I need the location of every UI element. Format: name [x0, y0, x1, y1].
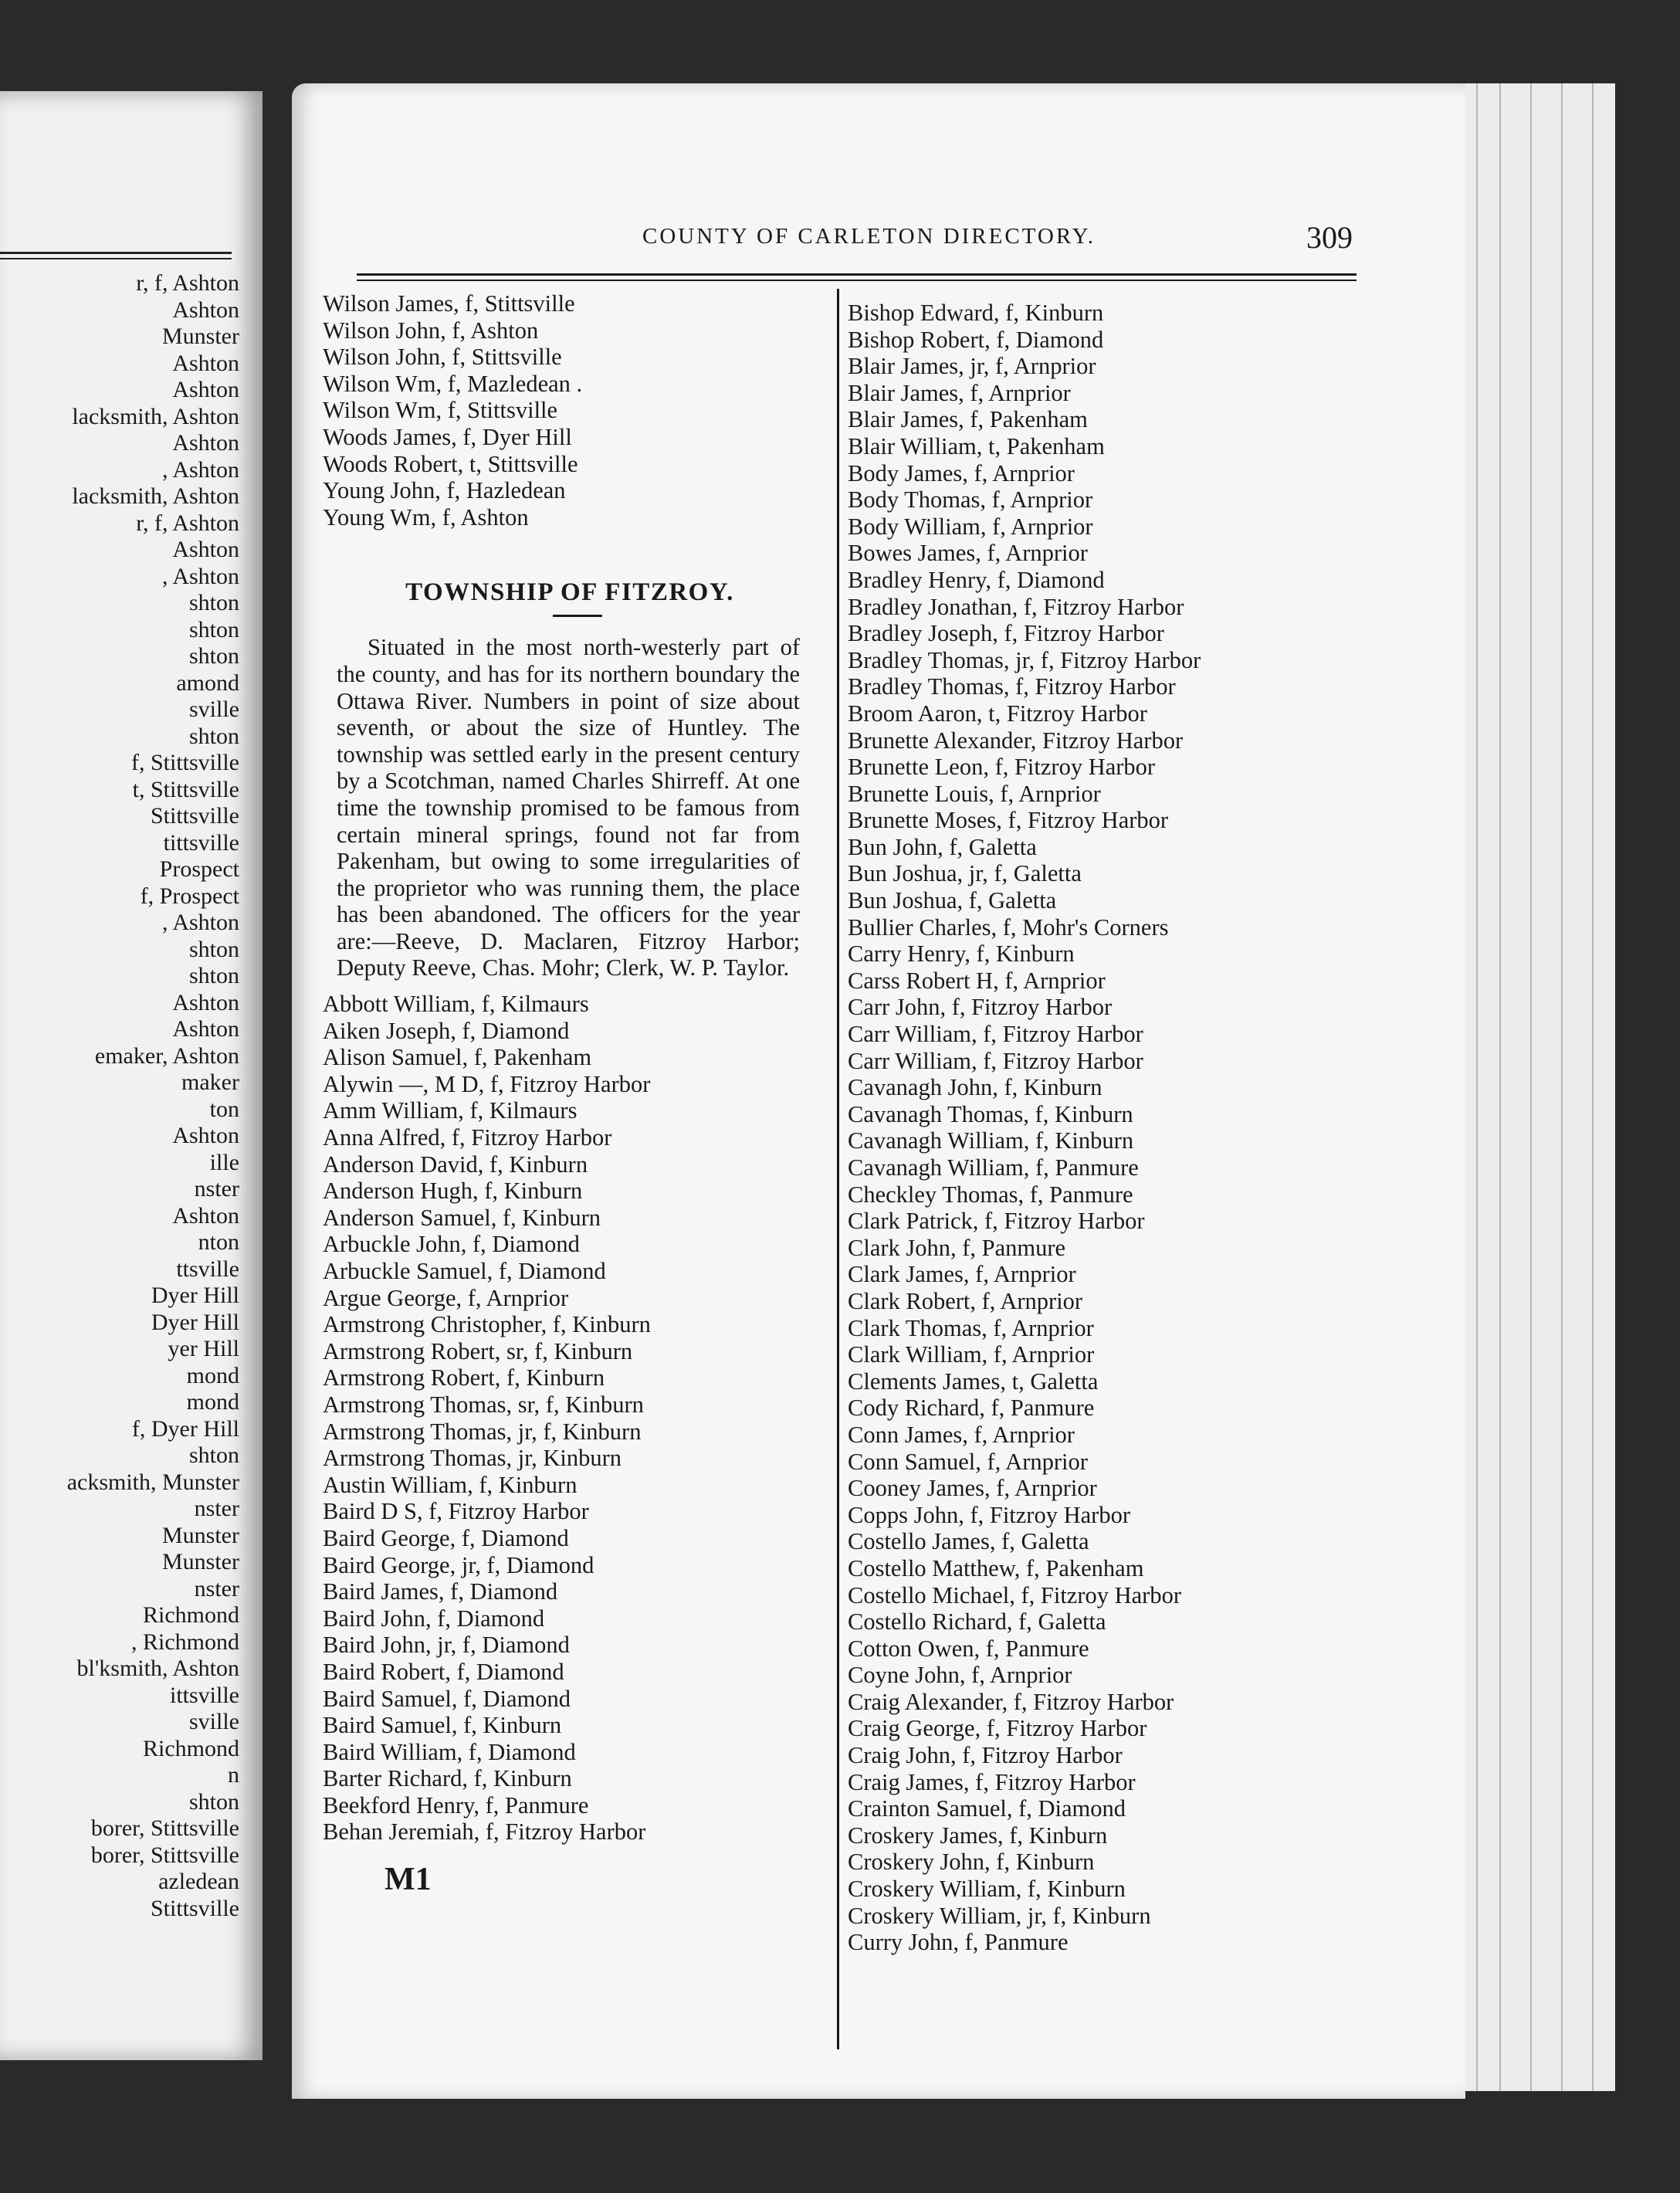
- directory-entry: Baird George, jr, f, Diamond: [323, 1551, 594, 1578]
- directory-entry: azledean: [158, 1869, 239, 1894]
- directory-entry: Cotton Owen, f, Panmure: [848, 1635, 1089, 1662]
- directory-entry: Woods James, f, Dyer Hill: [323, 423, 572, 450]
- directory-entry: amond: [176, 669, 239, 696]
- directory-entry: Baird William, f, Diamond: [323, 1738, 576, 1765]
- directory-entry: Craig George, f, Fitzroy Harbor: [848, 1715, 1147, 1742]
- directory-entry: Costello Richard, f, Galetta: [848, 1608, 1106, 1635]
- directory-entry: Costello James, f, Galetta: [848, 1528, 1089, 1555]
- left-page-rule: [0, 252, 232, 254]
- directory-entry: shton: [188, 723, 239, 749]
- directory-entry: Blair James, f, Arnprior: [848, 379, 1071, 406]
- directory-entry: shton: [188, 616, 239, 642]
- directory-entry: , Ashton: [161, 456, 239, 483]
- directory-entry: Carry Henry, f, Kinburn: [848, 941, 1075, 968]
- directory-entry: Arbuckle Samuel, f, Diamond: [323, 1258, 606, 1284]
- directory-entry: Coyne John, f, Arnprior: [848, 1662, 1072, 1689]
- directory-entry: t, Stittsville: [132, 776, 239, 802]
- directory-entry: Croskery William, jr, f, Kinburn: [848, 1902, 1151, 1929]
- directory-entry: borer, Stittsville: [90, 1842, 239, 1868]
- directory-entry: Bun Joshua, jr, f, Galetta: [848, 860, 1082, 887]
- left-column: [323, 290, 817, 1898]
- directory-entry: Baird James, f, Diamond: [323, 1578, 558, 1605]
- directory-entry: maker: [181, 1069, 239, 1095]
- section-title: TOWNSHIP OF FITZROY.: [405, 578, 734, 607]
- directory-entry: Carss Robert H, f, Arnprior: [848, 967, 1106, 994]
- directory-entry: Ashton: [172, 1016, 239, 1042]
- directory-entry: Armstrong Thomas, jr, f, Kinburn: [323, 1418, 642, 1445]
- directory-entry: Wilson Wm, f, Stittsville: [323, 397, 558, 424]
- header-rule: [357, 273, 1357, 276]
- directory-entry: Blair James, f, Pakenham: [848, 406, 1088, 433]
- directory-entry: borer, Stittsville: [90, 1815, 239, 1841]
- directory-entry: Craig John, f, Fitzroy Harbor: [848, 1742, 1123, 1769]
- directory-entry: Abbott William, f, Kilmaurs: [323, 991, 589, 1018]
- directory-entry: Costello Matthew, f, Pakenham: [848, 1554, 1144, 1581]
- left-page-list: [0, 270, 239, 1922]
- directory-entry: Wilson John, f, Stittsville: [323, 344, 562, 371]
- page-edges: [1444, 83, 1615, 2091]
- directory-entry: Anna Alfred, f, Fitzroy Harbor: [323, 1124, 612, 1151]
- directory-entry: Brunette Leon, f, Fitzroy Harbor: [848, 754, 1156, 781]
- directory-entry: Dyer Hill: [151, 1283, 239, 1308]
- directory-entry: ton: [209, 1096, 239, 1122]
- directory-entry: ttsville: [176, 1256, 239, 1282]
- directory-entry: Conn Samuel, f, Arnprior: [848, 1448, 1088, 1475]
- directory-entry: Armstrong Thomas, sr, f, Kinburn: [323, 1391, 644, 1418]
- directory-entry: Brunette Alexander, Fitzroy Harbor: [848, 727, 1184, 754]
- directory-entry: Bullier Charles, f, Mohr's Corners: [848, 913, 1169, 941]
- directory-entry: Alywin —, M D, f, Fitzroy Harbor: [323, 1070, 651, 1097]
- directory-entry: Ashton: [172, 350, 239, 376]
- directory-entry: shton: [188, 1442, 239, 1468]
- directory-entry: nster: [194, 1496, 239, 1521]
- directory-entry: Ashton: [172, 1202, 239, 1229]
- directory-entry: Arbuckle John, f, Diamond: [323, 1231, 580, 1258]
- directory-entry: Anderson Hugh, f, Kinburn: [323, 1178, 583, 1205]
- directory-entry: Beekford Henry, f, Panmure: [323, 1791, 589, 1818]
- directory-entry: Costello Michael, f, Fitzroy Harbor: [848, 1581, 1181, 1608]
- directory-entry: Conn James, f, Arnprior: [848, 1421, 1075, 1448]
- directory-entry: Bradley Jonathan, f, Fitzroy Harbor: [848, 593, 1184, 620]
- directory-entry: , Ashton: [161, 563, 239, 589]
- directory-entry: Cavanagh William, f, Kinburn: [848, 1127, 1134, 1154]
- directory-entry: Craig James, f, Fitzroy Harbor: [848, 1768, 1136, 1795]
- directory-entry: Clark Robert, f, Arnprior: [848, 1287, 1083, 1314]
- directory-entry: shton: [188, 590, 239, 615]
- page-number: 309: [1306, 220, 1353, 255]
- directory-entry: Dyer Hill: [151, 1309, 239, 1335]
- directory-entry: nton: [198, 1229, 239, 1255]
- directory-entry: Ashton: [172, 297, 239, 323]
- directory-entry: emaker, Ashton: [94, 1042, 239, 1069]
- directory-entry: Broom Aaron, t, Fitzroy Harbor: [848, 700, 1147, 727]
- directory-entry: Ashton: [172, 1123, 239, 1148]
- directory-entry: Armstrong Robert, sr, f, Kinburn: [323, 1337, 633, 1364]
- directory-entry: Baird John, f, Diamond: [323, 1605, 545, 1632]
- directory-entry: Checkley Thomas, f, Panmure: [848, 1181, 1133, 1208]
- directory-entry: ittsville: [170, 1682, 239, 1708]
- directory-entry: Craig Alexander, f, Fitzroy Harbor: [848, 1688, 1174, 1715]
- directory-entry: Carr John, f, Fitzroy Harbor: [848, 994, 1113, 1021]
- directory-entry: mond: [186, 1389, 239, 1415]
- directory-entry: f, Prospect: [140, 883, 239, 909]
- directory-entry: Bowes James, f, Arnprior: [848, 540, 1088, 567]
- column-divider: [837, 289, 839, 2049]
- directory-entry: r, f, Ashton: [136, 270, 239, 296]
- directory-entry: Brunette Louis, f, Arnprior: [848, 780, 1101, 807]
- directory-entry: Armstrong Thomas, jr, Kinburn: [323, 1445, 622, 1472]
- directory-entry: Bishop Robert, f, Diamond: [848, 326, 1104, 353]
- directory-entry: Richmond: [143, 1602, 239, 1628]
- directory-entry: Stittsville: [150, 803, 239, 829]
- right-column: [848, 300, 1404, 1956]
- directory-entry: Clark John, f, Panmure: [848, 1234, 1066, 1261]
- left-top-entries: [323, 290, 817, 530]
- directory-entry: Argue George, f, Arnprior: [323, 1284, 569, 1311]
- directory-entry: Young Wm, f, Ashton: [323, 503, 529, 530]
- directory-entry: Croskery William, f, Kinburn: [848, 1876, 1126, 1903]
- left-directory-entries: [323, 991, 817, 1846]
- directory-entry: Aiken Joseph, f, Diamond: [323, 1017, 570, 1044]
- directory-entry: Bradley Thomas, f, Fitzroy Harbor: [848, 673, 1176, 700]
- section-dash: [553, 615, 602, 617]
- directory-entry: sville: [189, 697, 239, 722]
- directory-entry: mond: [186, 1362, 239, 1388]
- directory-entry: Ashton: [172, 989, 239, 1015]
- directory-entry: nster: [194, 1176, 239, 1202]
- directory-entry: Young John, f, Hazledean: [323, 477, 566, 504]
- directory-entry: f, Stittsville: [130, 750, 239, 775]
- directory-entry: Baird John, jr, f, Diamond: [323, 1632, 570, 1659]
- directory-entry: Body William, f, Arnprior: [848, 513, 1093, 540]
- directory-entry: Cooney James, f, Arnprior: [848, 1475, 1097, 1502]
- directory-entry: Bun John, f, Galetta: [848, 833, 1037, 860]
- page-title: COUNTY OF CARLETON DIRECTORY.: [642, 224, 1096, 249]
- directory-entry: Prospect: [159, 856, 239, 882]
- directory-entry: Munster: [162, 324, 239, 349]
- directory-entry: Armstrong Robert, f, Kinburn: [323, 1364, 605, 1391]
- directory-entry: Baird Samuel, f, Diamond: [323, 1685, 571, 1712]
- directory-entry: Austin William, f, Kinburn: [323, 1471, 578, 1498]
- directory-entry: acksmith, Munster: [66, 1469, 239, 1495]
- directory-entry: Clark Patrick, f, Fitzroy Harbor: [848, 1208, 1145, 1235]
- directory-entry: Copps John, f, Fitzroy Harbor: [848, 1501, 1130, 1528]
- directory-entry: tittsville: [163, 829, 239, 856]
- directory-entry: shton: [188, 963, 239, 988]
- signature-mark: M1: [384, 1862, 432, 1898]
- directory-entry: Body Thomas, f, Arnprior: [848, 486, 1093, 514]
- directory-entry: Anderson David, f, Kinburn: [323, 1151, 588, 1178]
- directory-entry: Ashton: [172, 377, 239, 402]
- directory-entry: Barter Richard, f, Kinburn: [323, 1765, 572, 1792]
- directory-entry: Stittsville: [150, 1895, 239, 1921]
- directory-entry: Blair James, jr, f, Arnprior: [848, 353, 1096, 380]
- directory-entry: Bun Joshua, f, Galetta: [848, 887, 1057, 914]
- directory-entry: Baird George, f, Diamond: [323, 1524, 569, 1551]
- left-page-rule: [0, 258, 232, 259]
- directory-entry: , Ashton: [161, 910, 239, 935]
- directory-entry: Ashton: [172, 537, 239, 562]
- directory-entry: Body James, f, Arnprior: [848, 459, 1075, 486]
- directory-page: [292, 83, 1465, 2099]
- directory-entry: Clark William, f, Arnprior: [848, 1341, 1095, 1368]
- directory-entry: Munster: [162, 1522, 239, 1548]
- directory-entry: bl'ksmith, Ashton: [76, 1656, 239, 1681]
- directory-entry: Croskery James, f, Kinburn: [848, 1822, 1108, 1849]
- directory-entry: Woods Robert, t, Stittsville: [323, 450, 578, 477]
- directory-entry: shton: [188, 643, 239, 669]
- directory-entry: shton: [188, 1788, 239, 1815]
- directory-entry: Alison Samuel, f, Pakenham: [323, 1044, 592, 1071]
- page-header: [357, 220, 1353, 263]
- directory-entry: Amm William, f, Kilmaurs: [323, 1097, 578, 1124]
- directory-entry: Wilson James, f, Stittsville: [323, 290, 575, 317]
- directory-entry: Croskery John, f, Kinburn: [848, 1849, 1095, 1876]
- directory-entry: r, f, Ashton: [136, 510, 239, 536]
- directory-entry: shton: [188, 936, 239, 962]
- directory-entry: lacksmith, Ashton: [72, 403, 239, 429]
- directory-entry: Munster: [162, 1549, 239, 1574]
- directory-entry: Clements James, t, Galetta: [848, 1368, 1099, 1395]
- township-description: Situated in the most north-westerly part of the county, and has for its northern boundary the Ottawa River. Numbers in point of size about seventh, or about the size of Huntley. The township was settled early in the present century by a Scotchman, named Charles Shirreff. At one time the township promised to be famous from certain mineral springs, found not far from Pakenham, but owing to some irregularities of the proprietor who was running them, the place has been abandoned. The officers for the year are:—Reeve, D. Maclaren, Fitzroy Harbor; Deputy Reeve, Chas. Mohr; Clerk, W. P. Taylor.: [337, 634, 800, 981]
- directory-entry: Cody Richard, f, Panmure: [848, 1395, 1095, 1422]
- directory-entry: yer Hill: [168, 1336, 239, 1361]
- directory-entry: sville: [189, 1709, 239, 1734]
- directory-entry: Carr William, f, Fitzroy Harbor: [848, 1047, 1143, 1074]
- directory-entry: Curry John, f, Panmure: [848, 1929, 1069, 1956]
- right-directory-entries: [848, 300, 1404, 1956]
- directory-entry: Bradley Henry, f, Diamond: [848, 566, 1105, 593]
- directory-entry: Baird D S, f, Fitzroy Harbor: [323, 1498, 589, 1525]
- directory-entry: Blair William, t, Pakenham: [848, 432, 1105, 459]
- directory-entry: Clark Thomas, f, Arnprior: [848, 1314, 1094, 1341]
- directory-entry: Wilson Wm, f, Mazledean .: [323, 370, 583, 397]
- directory-entry: Bishop Edward, f, Kinburn: [848, 300, 1104, 326]
- directory-entry: Armstrong Christopher, f, Kinburn: [323, 1311, 651, 1338]
- header-rule: [357, 280, 1357, 281]
- directory-entry: lacksmith, Ashton: [72, 483, 239, 509]
- directory-entry: Carr William, f, Fitzroy Harbor: [848, 1021, 1143, 1048]
- left-page-fragment: [0, 91, 262, 2060]
- directory-entry: f, Dyer Hill: [131, 1415, 239, 1442]
- directory-entry: Ashton: [172, 430, 239, 456]
- directory-entry: n: [228, 1762, 239, 1788]
- directory-entry: Brunette Moses, f, Fitzroy Harbor: [848, 807, 1169, 834]
- directory-entry: Cavanagh Thomas, f, Kinburn: [848, 1100, 1133, 1127]
- directory-entry: Behan Jeremiah, f, Fitzroy Harbor: [323, 1818, 646, 1846]
- directory-entry: Anderson Samuel, f, Kinburn: [323, 1204, 601, 1231]
- directory-entry: ille: [209, 1149, 239, 1175]
- directory-entry: Wilson John, f, Ashton: [323, 317, 539, 344]
- directory-entry: Bradley Joseph, f, Fitzroy Harbor: [848, 620, 1164, 647]
- directory-entry: Crainton Samuel, f, Diamond: [848, 1795, 1126, 1822]
- directory-entry: Richmond: [143, 1735, 239, 1761]
- directory-entry: Baird Samuel, f, Kinburn: [323, 1712, 562, 1739]
- directory-entry: Cavanagh William, f, Panmure: [848, 1154, 1139, 1181]
- directory-entry: Bradley Thomas, jr, f, Fitzroy Harbor: [848, 646, 1201, 673]
- directory-entry: , Richmond: [131, 1629, 239, 1655]
- directory-entry: Cavanagh John, f, Kinburn: [848, 1074, 1102, 1101]
- directory-entry: Clark James, f, Arnprior: [848, 1261, 1076, 1288]
- directory-entry: nster: [194, 1575, 239, 1602]
- directory-entry: Baird Robert, f, Diamond: [323, 1658, 564, 1685]
